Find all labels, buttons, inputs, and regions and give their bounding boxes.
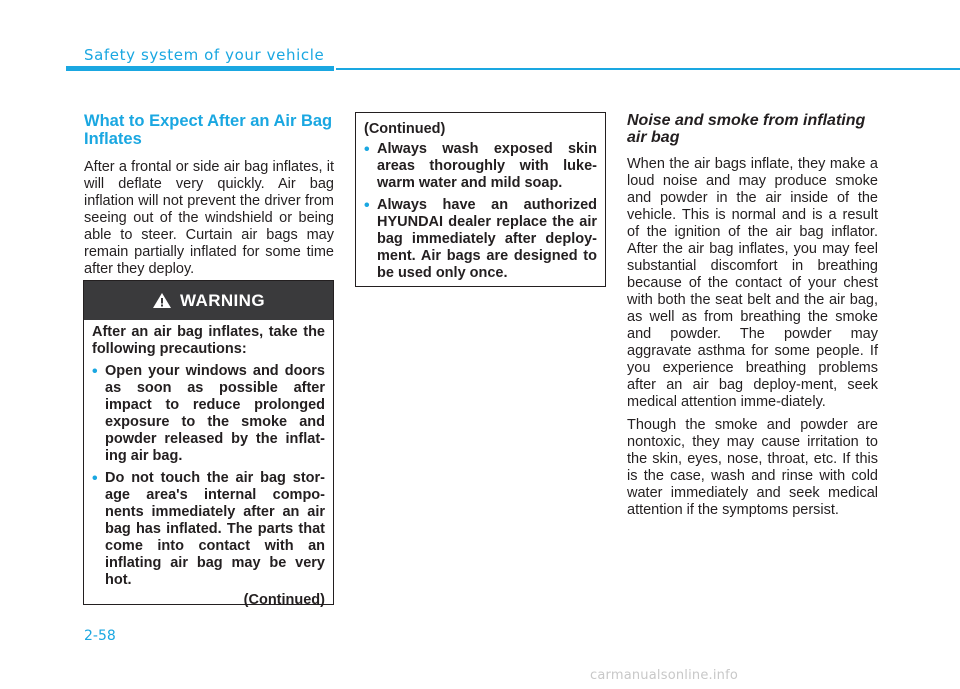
watermark: carmanualsonline.info	[590, 668, 739, 683]
warning-bullet	[92, 363, 325, 465]
warning-bullet	[92, 470, 325, 589]
warning-box	[83, 280, 334, 608]
warning-header	[84, 281, 333, 320]
left-column	[84, 112, 334, 278]
continued-body	[356, 113, 605, 282]
bullet-icon: •	[364, 197, 370, 214]
subsection-heading: Noise and smoke from inflating air bag	[627, 112, 866, 146]
continued-box	[355, 112, 606, 287]
continued-bullet-text: Always wash exposed skin areas thoroughly with luke-warm water and mild soap.	[377, 141, 597, 191]
warning-triangle-icon	[152, 292, 172, 309]
intro-paragraph: After a frontal or side air bag inflates, it will deflate very quickly. Air bag inflation will not prevent the driver from seeing out of the windshield or being able to steer. Curtain air bags may remain partially inflated for some time after they deploy.	[84, 159, 334, 277]
warning-bullet-text: Do not touch the air bag stor-age area's internal compo-nents immediately after an air bag has inflated. The parts that come into contact with an inflating air bag may be very hot.	[105, 470, 325, 588]
body-paragraph: When the air bags inflate, they make a loud noise and may produce smoke and powder in the air inside of the vehicle. This is normal and is a result of the ignition of the air bag inflator. After the air bag inflates, you may feel substantial discomfort in breathing because of the contact of your chest with both the seat belt and the air bag, as well as from breathing the smoke and powder. The powder may aggravate asthma for some people. If you experience breathing problems after an air bag deploy-ment, seek medical attention imme-diately.	[627, 156, 878, 410]
section-heading: What to Expect After an Air Bag Inflates	[84, 112, 333, 148]
warning-body	[84, 320, 333, 609]
header-rule-thin	[336, 68, 960, 70]
continued-heading: (Continued)	[364, 121, 446, 137]
header-rule-thick	[66, 66, 334, 71]
continued-bullet	[364, 141, 597, 192]
warning-label: WARNING	[180, 290, 265, 310]
continued-label: (Continued)	[243, 592, 325, 608]
continued-bullet-text: Always have an authorized HYUNDAI dealer replace the air bag immediately after deploy-ment. Air bags are designed to be used only once.	[377, 197, 597, 281]
page-number: 2-58	[84, 628, 116, 644]
body-paragraph: Though the smoke and powder are nontoxic, they may cause irritation to the skin, eyes, nose, throat, etc. If this is the case, wash and rinse with cold water immediately and seek medical attention if the symptoms persist.	[627, 417, 878, 518]
bullet-icon: •	[92, 470, 98, 487]
right-column	[627, 112, 878, 519]
continued-bullet	[364, 197, 597, 282]
bullet-icon: •	[364, 141, 370, 158]
section-title: Safety system of your vehicle	[84, 46, 325, 64]
warning-intro: After an air bag inflates, take the following precautions:	[92, 324, 325, 357]
warning-bullet-text: Open your windows and doors as soon as possible after impact to reduce prolonged exposure to the smoke and powder released by the inflat-ing air bag.	[105, 363, 325, 464]
bullet-icon: •	[92, 363, 98, 380]
